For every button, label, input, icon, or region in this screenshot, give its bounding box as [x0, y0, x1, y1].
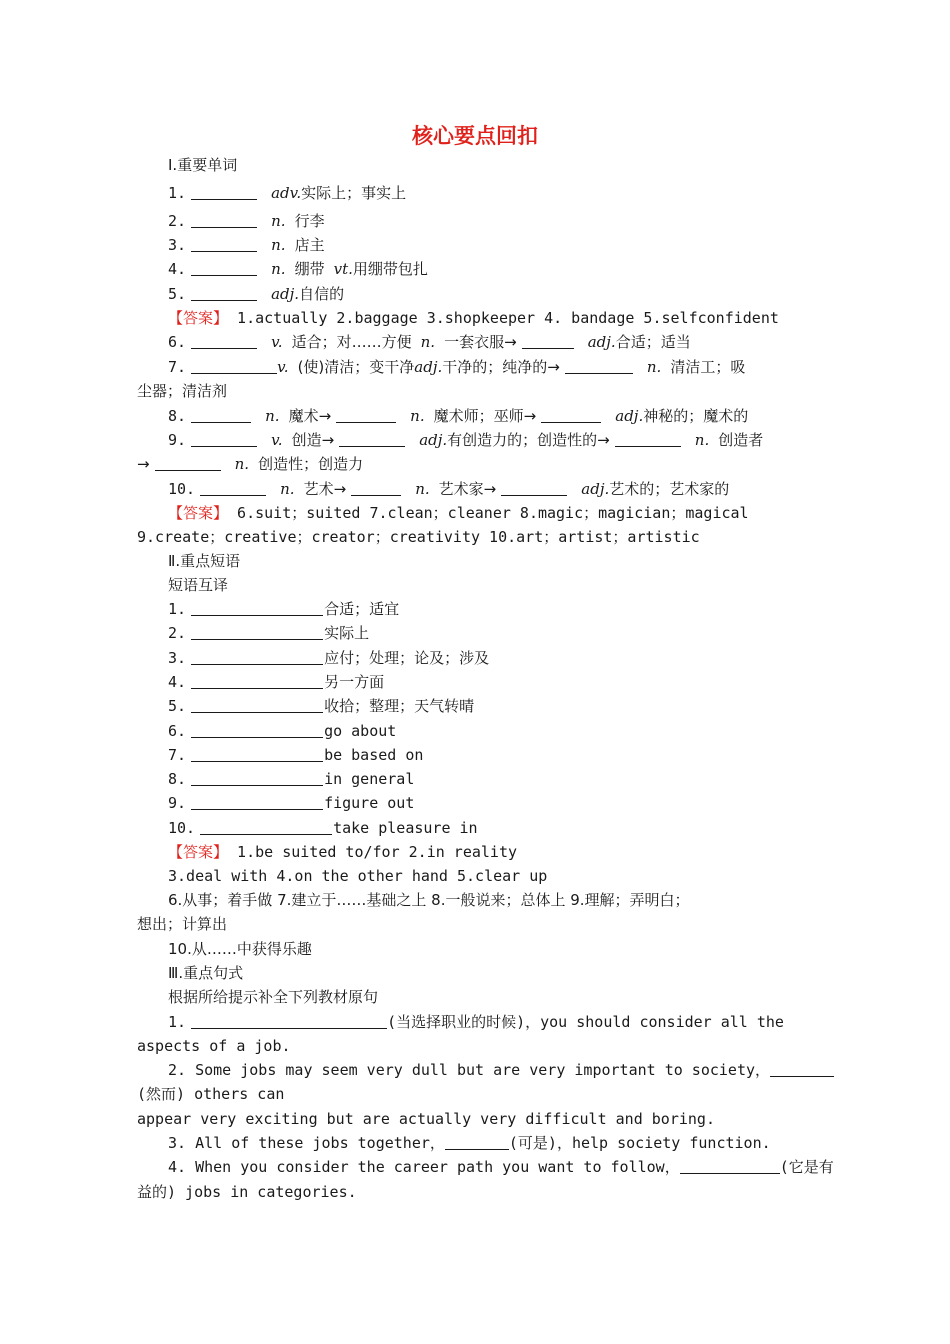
answer-blank[interactable]	[615, 432, 681, 447]
word-item-9: 9. v. 创造→ adj.有创造力的；创造性的→ n. 创造者	[168, 431, 764, 449]
answer-blank[interactable]	[191, 674, 323, 689]
answer-key-words-2: 【答案】 6.suit；suited 7.clean；cleaner 8.magic；magician；magical	[168, 504, 749, 522]
answer-blank[interactable]	[565, 359, 633, 374]
section-heading-words: Ⅰ.重要单词	[168, 156, 238, 174]
answer-key-phrases-3: 6.从事；着手做 7.建立于……基础之上 8.一般说来；总体上 9.理解；弄明白；	[168, 891, 690, 909]
word-item-7-continued: 尘器；清洁剂	[137, 382, 228, 400]
answer-blank[interactable]	[770, 1062, 834, 1077]
word-item-3: 3. n. 店主	[168, 236, 325, 254]
word-item-10: 10. n. 艺术→ n. 艺术家→ adj.艺术的；艺术家的	[168, 480, 730, 498]
answer-blank[interactable]	[200, 820, 332, 835]
phrase-item-8: 8. in general	[168, 770, 415, 788]
phrase-item-3: 3. 应付；处理；论及；涉及	[168, 649, 490, 667]
sentence-item-4: 4. When you consider the career path you want to follow， (它是有	[168, 1158, 834, 1176]
sentence-item-3: 3. All of these jobs together， (可是)，help society function.	[168, 1134, 771, 1152]
answer-blank[interactable]	[191, 334, 257, 349]
answer-blank[interactable]	[680, 1159, 780, 1174]
answer-key-phrases-2: 3.deal with 4.on the other hand 5.clear up	[168, 867, 548, 885]
answer-blank[interactable]	[200, 481, 266, 496]
answer-blank[interactable]	[501, 481, 567, 496]
phrase-item-9: 9. figure out	[168, 794, 415, 812]
answer-blank[interactable]	[191, 286, 257, 301]
phrase-item-2: 2. 实际上	[168, 624, 370, 642]
word-item-8: 8. n. 魔术→ n. 魔术师；巫师→ adj.神秘的；魔术的	[168, 407, 749, 425]
answer-blank[interactable]	[191, 698, 323, 713]
phrase-item-5: 5. 收拾；整理；天气转晴	[168, 697, 475, 715]
sentence-item-1: 1. (当选择职业的时候)，you should consider all the	[168, 1013, 784, 1031]
sentence-item-2-continued: appear very exciting but are actually very difficult and boring.	[137, 1110, 715, 1128]
answer-key-phrases-4: 想出；计算出	[137, 915, 228, 933]
word-item-1: 1. adv.实际上；事实上	[168, 184, 407, 202]
answer-blank[interactable]	[191, 795, 323, 810]
phrase-item-7: 7. be based on	[168, 746, 424, 764]
answer-blank[interactable]	[445, 1135, 509, 1150]
answer-blank[interactable]	[339, 432, 405, 447]
answer-blank[interactable]	[191, 601, 323, 616]
answer-blank[interactable]	[191, 625, 323, 640]
answer-blank[interactable]	[191, 185, 257, 200]
answer-tag: 【答案】	[168, 309, 229, 327]
answer-blank[interactable]	[191, 432, 257, 447]
answer-blank[interactable]	[191, 237, 257, 252]
answer-blank[interactable]	[191, 771, 323, 786]
section-heading-phrases: Ⅱ.重点短语	[168, 552, 241, 570]
answer-blank[interactable]	[191, 1014, 387, 1029]
answer-blank[interactable]	[351, 481, 401, 496]
word-item-9-continued: → n. 创造性；创造力	[137, 455, 364, 473]
subheading-phrase-translation: 短语互译	[168, 576, 229, 594]
word-item-4: 4. n. 绷带 vt.用绷带包扎	[168, 260, 428, 278]
word-item-7: 7. v. (使)清洁；变干净adj.干净的；纯净的→ n. 清洁工；吸	[168, 358, 746, 376]
sentence-item-2-hint: (然而) others can	[137, 1085, 285, 1103]
answer-blank[interactable]	[191, 723, 323, 738]
answer-key-phrases-5: 10.从……中获得乐趣	[168, 940, 312, 958]
page-title: 核心要点回扣	[412, 124, 538, 148]
section-heading-sentences: Ⅲ.重点句式	[168, 964, 244, 982]
answer-blank[interactable]	[155, 456, 221, 471]
answer-blank[interactable]	[191, 747, 323, 762]
answer-blank[interactable]	[541, 408, 601, 423]
answer-blank[interactable]	[191, 213, 257, 228]
answer-blank[interactable]	[191, 261, 257, 276]
answer-blank[interactable]	[191, 408, 251, 423]
word-item-2: 2. n. 行李	[168, 212, 325, 230]
phrase-item-4: 4. 另一方面	[168, 673, 385, 691]
sentence-item-2: 2. Some jobs may seem very dull but are very important to society，	[168, 1059, 818, 1081]
word-item-6: 6. v. 适合；对……方便 n. 一套衣服→ adj.合适；适当	[168, 333, 691, 351]
phrase-item-10: 10. take pleasure in	[168, 819, 478, 837]
answer-key-words-1: 【答案】 1.actually 2.baggage 3.shopkeeper 4. bandage 5.selfconfident	[168, 309, 779, 327]
answer-key-phrases-1: 【答案】 1.be suited to/for 2.in reality	[168, 843, 518, 861]
answer-blank[interactable]	[191, 359, 277, 374]
answer-blank[interactable]	[191, 650, 323, 665]
answer-tag: 【答案】	[168, 504, 229, 522]
word-item-5: 5. adj.自信的	[168, 285, 345, 303]
sentence-item-1-continued: aspects of a job.	[137, 1037, 291, 1055]
subheading-complete-sentences: 根据所给提示补全下列教材原句	[168, 988, 379, 1006]
phrase-item-6: 6. go about	[168, 722, 397, 740]
answer-key-words-2-continued: 9.create；creative；creator；creativity 10.art；artist；artistic	[137, 528, 700, 546]
sentence-item-4-continued: 益的) jobs in categories.	[137, 1183, 357, 1201]
answer-tag: 【答案】	[168, 843, 229, 861]
phrase-item-1: 1. 合适；适宜	[168, 600, 400, 618]
answer-blank[interactable]	[522, 334, 574, 349]
answer-blank[interactable]	[336, 408, 396, 423]
